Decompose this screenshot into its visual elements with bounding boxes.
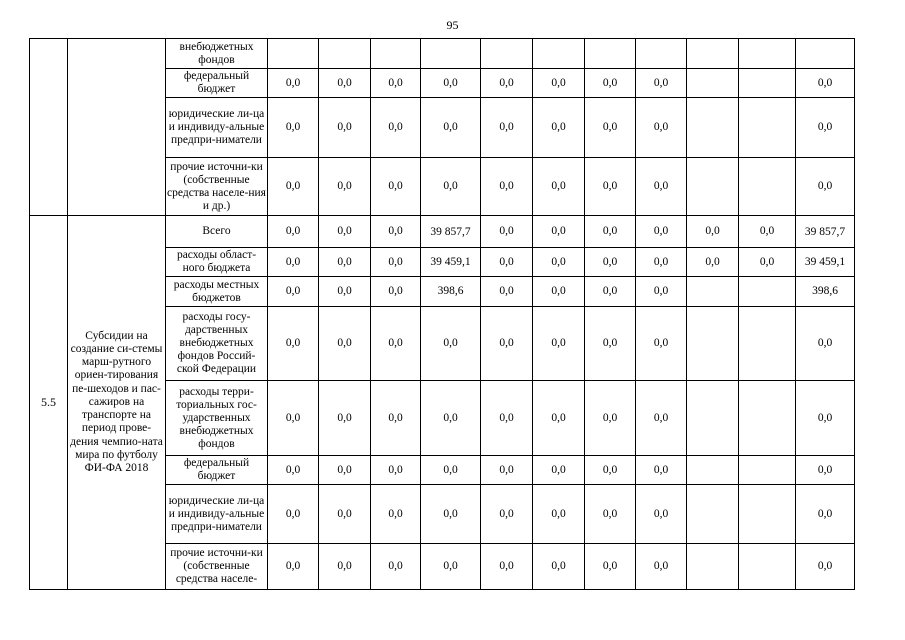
value-cell: 0,0: [739, 248, 796, 277]
value-cell: 0,0: [421, 456, 481, 485]
value-cell: 0,0: [533, 248, 585, 277]
budget-table: [29, 38, 855, 590]
value-cell: [481, 39, 533, 69]
value-cell: 0,0: [796, 485, 855, 544]
value-cell: 0,0: [585, 381, 636, 456]
value-cell: 0,0: [481, 485, 533, 544]
value-cell: [739, 277, 796, 307]
value-cell: [533, 39, 585, 69]
value-cell: 0,0: [636, 69, 687, 98]
value-cell: 0,0: [533, 216, 585, 248]
value-cell: [687, 544, 739, 590]
value-cell: 0,0: [268, 69, 319, 98]
value-cell: 39 459,1: [796, 248, 855, 277]
table-body: [30, 39, 855, 590]
value-cell: 0,0: [371, 381, 421, 456]
value-cell: 0,0: [319, 456, 371, 485]
funding-source-label: расходы област-ного бюджета: [166, 248, 268, 277]
value-cell: 0,0: [796, 69, 855, 98]
value-cell: 0,0: [371, 98, 421, 158]
value-cell: 0,0: [319, 381, 371, 456]
value-cell: 0,0: [421, 485, 481, 544]
value-cell: 0,0: [319, 69, 371, 98]
value-cell: 0,0: [421, 381, 481, 456]
funding-source-label: юридические ли-ца и индивиду-альные предпри-ниматели: [166, 485, 268, 544]
value-cell: 0,0: [636, 381, 687, 456]
funding-source-label: Всего: [166, 216, 268, 248]
value-cell: 398,6: [421, 277, 481, 307]
value-cell: 0,0: [796, 307, 855, 381]
value-cell: 0,0: [636, 158, 687, 216]
value-cell: 0,0: [796, 98, 855, 158]
value-cell: 0,0: [533, 69, 585, 98]
funding-source-label: прочие источни-ки (собственные средства населе-ния и др.): [166, 158, 268, 216]
value-cell: 0,0: [533, 381, 585, 456]
value-cell: 0,0: [268, 307, 319, 381]
value-cell: 0,0: [585, 307, 636, 381]
value-cell: 0,0: [636, 248, 687, 277]
value-cell: [687, 277, 739, 307]
funding-source-label: расходы госу-дарственных внебюджетных фондов Россий-ской Федерации: [166, 307, 268, 381]
value-cell: 0,0: [585, 544, 636, 590]
value-cell: [739, 69, 796, 98]
value-cell: 0,0: [636, 544, 687, 590]
funding-source-label: расходы терри-ториальных гос-ударственных внебюджетных фондов: [166, 381, 268, 456]
value-cell: 0,0: [481, 544, 533, 590]
value-cell: 0,0: [371, 158, 421, 216]
value-cell: [687, 307, 739, 381]
value-cell: [739, 544, 796, 590]
value-cell: 0,0: [533, 456, 585, 485]
page-number: 95: [446, 18, 459, 32]
value-cell: 0,0: [687, 216, 739, 248]
funding-source-label: прочие источни-ки (собственные средства населе-: [166, 544, 268, 590]
value-cell: [421, 39, 481, 69]
value-cell: [687, 485, 739, 544]
value-cell: 0,0: [268, 216, 319, 248]
funding-source-label: расходы местных бюджетов: [166, 277, 268, 307]
value-cell: 0,0: [268, 158, 319, 216]
value-cell: 0,0: [796, 158, 855, 216]
value-cell: 0,0: [585, 277, 636, 307]
value-cell: [636, 39, 687, 69]
value-cell: [687, 69, 739, 98]
value-cell: 0,0: [687, 248, 739, 277]
value-cell: 0,0: [319, 248, 371, 277]
value-cell: 0,0: [533, 98, 585, 158]
value-cell: [687, 381, 739, 456]
value-cell: 0,0: [371, 456, 421, 485]
value-cell: 0,0: [636, 456, 687, 485]
value-cell: 0,0: [268, 277, 319, 307]
value-cell: 0,0: [268, 485, 319, 544]
item-description-cell: Субсидии на создание си-стемы марш-рутного ориен-тирования пе-шеходов и пас-сажиров на транспорте на период прове-дения чемпио-ната мира по футболу ФИ-ФА 2018: [68, 216, 166, 590]
value-cell: 0,0: [739, 216, 796, 248]
value-cell: 0,0: [636, 98, 687, 158]
value-cell: [687, 39, 739, 69]
value-cell: 0,0: [585, 216, 636, 248]
value-cell: 0,0: [319, 216, 371, 248]
value-cell: 0,0: [421, 98, 481, 158]
value-cell: 0,0: [319, 307, 371, 381]
value-cell: 0,0: [796, 381, 855, 456]
value-cell: [739, 158, 796, 216]
value-cell: 0,0: [796, 456, 855, 485]
value-cell: 0,0: [533, 307, 585, 381]
value-cell: 0,0: [268, 456, 319, 485]
value-cell: 0,0: [371, 544, 421, 590]
value-cell: [268, 39, 319, 69]
value-cell: 0,0: [371, 216, 421, 248]
value-cell: 0,0: [481, 456, 533, 485]
value-cell: 0,0: [371, 277, 421, 307]
value-cell: [739, 98, 796, 158]
funding-source-label: федеральный бюджет: [166, 69, 268, 98]
value-cell: 0,0: [421, 307, 481, 381]
value-cell: 0,0: [481, 277, 533, 307]
value-cell: 0,0: [796, 544, 855, 590]
value-cell: 0,0: [533, 544, 585, 590]
value-cell: 0,0: [481, 158, 533, 216]
value-cell: 0,0: [268, 98, 319, 158]
value-cell: 0,0: [481, 69, 533, 98]
funding-source-label: федеральный бюджет: [166, 456, 268, 485]
item-number-cell: [30, 39, 68, 216]
value-cell: 0,0: [636, 277, 687, 307]
value-cell: [739, 485, 796, 544]
value-cell: 0,0: [481, 248, 533, 277]
value-cell: 0,0: [268, 381, 319, 456]
value-cell: [739, 456, 796, 485]
value-cell: 0,0: [268, 544, 319, 590]
funding-source-label: юридические ли-ца и индивиду-альные предпри-ниматели: [166, 98, 268, 158]
value-cell: 0,0: [585, 248, 636, 277]
value-cell: 0,0: [371, 307, 421, 381]
value-cell: 0,0: [636, 216, 687, 248]
value-cell: [585, 39, 636, 69]
value-cell: 0,0: [636, 485, 687, 544]
value-cell: 39 857,7: [421, 216, 481, 248]
value-cell: 0,0: [319, 544, 371, 590]
table-row: [30, 216, 855, 248]
value-cell: 0,0: [533, 485, 585, 544]
value-cell: 0,0: [371, 485, 421, 544]
value-cell: 0,0: [268, 248, 319, 277]
value-cell: 0,0: [371, 69, 421, 98]
value-cell: 0,0: [319, 485, 371, 544]
value-cell: 0,0: [533, 158, 585, 216]
value-cell: [687, 98, 739, 158]
item-description-cell: [68, 39, 166, 216]
value-cell: [687, 456, 739, 485]
item-number-cell: 5.5: [30, 216, 68, 590]
value-cell: 0,0: [319, 158, 371, 216]
value-cell: 0,0: [481, 98, 533, 158]
value-cell: 0,0: [533, 277, 585, 307]
value-cell: 0,0: [585, 98, 636, 158]
value-cell: 39 459,1: [421, 248, 481, 277]
value-cell: 0,0: [481, 216, 533, 248]
value-cell: [739, 307, 796, 381]
value-cell: 398,6: [796, 277, 855, 307]
value-cell: [796, 39, 855, 69]
value-cell: 0,0: [319, 277, 371, 307]
value-cell: 0,0: [421, 69, 481, 98]
value-cell: [739, 39, 796, 69]
value-cell: [687, 158, 739, 216]
value-cell: [319, 39, 371, 69]
funding-source-label: внебюджетных фондов: [166, 39, 268, 69]
value-cell: 0,0: [371, 248, 421, 277]
table-row: [30, 39, 855, 69]
value-cell: 0,0: [636, 307, 687, 381]
value-cell: 0,0: [585, 158, 636, 216]
value-cell: 0,0: [585, 456, 636, 485]
value-cell: 0,0: [421, 158, 481, 216]
value-cell: [739, 381, 796, 456]
value-cell: 0,0: [481, 381, 533, 456]
value-cell: 0,0: [585, 485, 636, 544]
value-cell: 0,0: [421, 544, 481, 590]
value-cell: 0,0: [585, 69, 636, 98]
value-cell: 0,0: [319, 98, 371, 158]
value-cell: 0,0: [481, 307, 533, 381]
value-cell: 39 857,7: [796, 216, 855, 248]
value-cell: [371, 39, 421, 69]
